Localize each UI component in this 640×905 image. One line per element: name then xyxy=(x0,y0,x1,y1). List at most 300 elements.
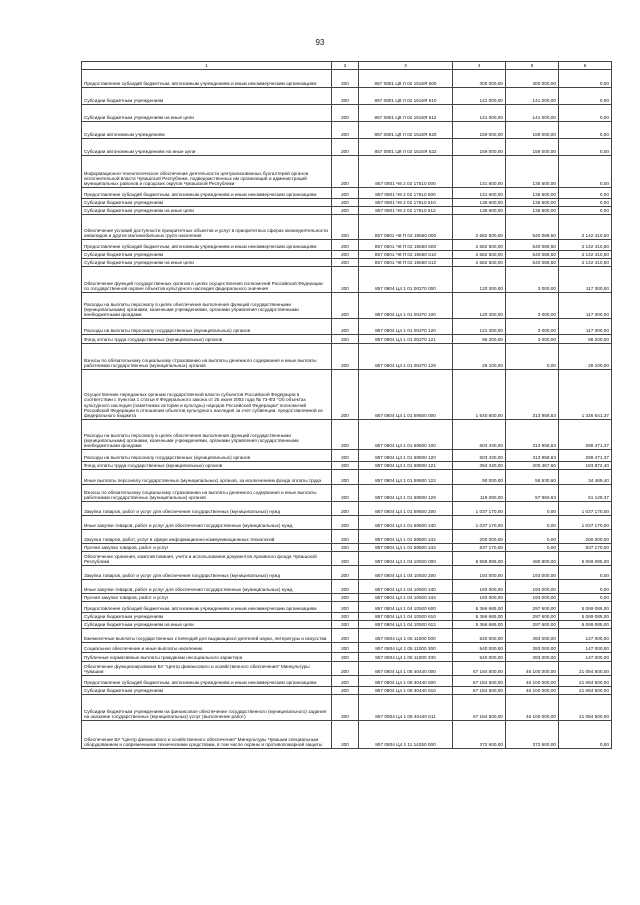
row-remainder-amount-cell: 2 142 410,50 xyxy=(559,215,612,240)
table-row xyxy=(82,156,612,188)
row-remainder-amount-cell: 0,00 xyxy=(559,207,612,215)
row-approved-amount-cell: 193 000,00 xyxy=(453,566,506,580)
row-code-cell: 200 xyxy=(332,502,359,516)
row-approved-amount-cell: 119 090,00 xyxy=(453,485,506,502)
row-remainder-amount-cell: 0,00 xyxy=(559,188,612,199)
row-classification-cell: 857 0801 Ч8 П 02 19560 000 xyxy=(359,215,453,240)
row-name-cell: Субсидии бюджетным учреждениям xyxy=(82,251,332,259)
row-approved-amount-cell: 121 300,00 xyxy=(453,319,506,335)
row-code-cell: 200 xyxy=(332,653,359,662)
row-code-cell: 200 xyxy=(332,462,359,470)
row-classification-cell: 857 0801 Ч8 П 02 19560 612 xyxy=(359,259,453,267)
row-classification-cell: 857 0804 Ц4 1 04 10920 240 xyxy=(359,580,453,594)
row-name-cell: Иные закупки товаров, работ и услуг для обеспечения государственных (муниципальных) нужд xyxy=(82,516,332,530)
row-name-cell: Предоставление субсидий бюджетным, автономным учреждениям и иным некоммерческим организациям xyxy=(82,188,332,199)
table-row xyxy=(82,88,612,105)
row-executed-amount-cell: 393 000,00 xyxy=(506,629,559,643)
row-name-cell: Взносы по обязательному социальному страхованию на выплаты денежного содержания и иные выплаты работникам государственных (муниципальных) органов xyxy=(82,344,332,370)
row-classification-cell: 857 0804 Ц4 1 01 00270 100 xyxy=(359,293,453,319)
row-executed-amount-cell: 0,00 xyxy=(506,544,559,552)
row-approved-amount-cell: 603 430,00 xyxy=(453,450,506,462)
row-remainder-amount-cell: 5 069 085,00 xyxy=(559,613,612,621)
table-row xyxy=(82,530,612,544)
row-approved-amount-cell: 67 184 500,00 xyxy=(453,695,506,721)
table-row xyxy=(82,293,612,319)
row-executed-amount-cell: 297 600,00 xyxy=(506,621,559,629)
row-code-cell: 200 xyxy=(332,580,359,594)
table-row xyxy=(82,335,612,344)
row-approved-amount-cell: 90 000,00 xyxy=(453,470,506,485)
row-name-cell: Субсидии бюджетным учреждениям на иные цели xyxy=(82,207,332,215)
row-approved-amount-cell: 5 366 685,00 xyxy=(453,621,506,629)
table-row xyxy=(82,450,612,462)
row-approved-amount-cell: 1 640 600,00 xyxy=(453,370,506,420)
table-row xyxy=(82,653,612,662)
row-classification-cell: 857 0804 Ц4 1 01 59500 242 xyxy=(359,530,453,544)
table-row xyxy=(82,462,612,470)
row-executed-amount-cell: 393 000,00 xyxy=(506,643,559,653)
row-executed-amount-cell: 372 600,00 xyxy=(506,721,559,749)
table-row xyxy=(82,267,612,293)
row-classification-cell: 857 0804 Ц4 1 04 10920 600 xyxy=(359,602,453,613)
row-executed-amount-cell: 297 600,00 xyxy=(506,602,559,613)
row-code-cell: 200 xyxy=(332,676,359,687)
row-code-cell: 200 xyxy=(332,139,359,156)
row-classification-cell: 857 0804 Ц4 1 08 40440 600 xyxy=(359,676,453,687)
row-executed-amount-cell: 490 800,00 xyxy=(506,552,559,566)
row-approved-amount-cell: 141 000,00 xyxy=(453,88,506,105)
row-code-cell: 200 xyxy=(332,629,359,643)
row-name-cell: Прочая закупка товаров, работ и услуг xyxy=(82,594,332,602)
row-name-cell: Закупка товаров, работ и услуг для обеспечения государственных (муниципальных) нужд xyxy=(82,502,332,516)
row-remainder-amount-cell: 21 084 500,00 xyxy=(559,676,612,687)
row-classification-cell: 857 0804 Ц4 1 01 59500 100 xyxy=(359,420,453,450)
row-remainder-amount-cell: 0,00 xyxy=(559,139,612,156)
table-row xyxy=(82,188,612,199)
row-executed-amount-cell: 540 089,50 xyxy=(506,259,559,267)
row-classification-cell: 857 0804 Ц4 1 08 40440 610 xyxy=(359,687,453,695)
row-remainder-amount-cell: 0,00 xyxy=(559,105,612,122)
row-name-cell: Ежемесячные выплаты государственных стипендий для выдающихся деятелей науки, литературы и искусства xyxy=(82,629,332,643)
row-approved-amount-cell: 159 000,00 xyxy=(453,139,506,156)
row-remainder-amount-cell: 117 300,00 xyxy=(559,293,612,319)
table-row xyxy=(82,516,612,530)
row-remainder-amount-cell: 0,00 xyxy=(559,566,612,580)
row-classification-cell: 857 0801 Ч8 П 02 19560 600 xyxy=(359,240,453,251)
table-row xyxy=(82,420,612,450)
row-executed-amount-cell: 313 958,63 xyxy=(506,450,559,462)
column-header: 1 xyxy=(82,62,332,70)
table-row xyxy=(82,344,612,370)
row-executed-amount-cell: 46 100 000,00 xyxy=(506,695,559,721)
row-remainder-amount-cell: 200 000,00 xyxy=(559,530,612,544)
row-name-cell: Фонд оплаты труда государственных (муниципальных) органов xyxy=(82,335,332,344)
row-executed-amount-cell: 46 100 000,00 xyxy=(506,662,559,676)
row-executed-amount-cell: 300 000,00 xyxy=(506,70,559,88)
row-approved-amount-cell: 67 184 500,00 xyxy=(453,687,506,695)
row-code-cell: 200 xyxy=(332,450,359,462)
row-name-cell: Иные закупки товаров, работ и услуг для обеспечения государственных (муниципальных) нужд xyxy=(82,580,332,594)
row-approved-amount-cell: 141 000,00 xyxy=(453,105,506,122)
row-classification-cell: 857 0804 Ц4 1 01 00270 121 xyxy=(359,335,453,344)
row-approved-amount-cell: 2 682 500,00 xyxy=(453,240,506,251)
row-code-cell: 200 xyxy=(332,70,359,88)
column-header: 3 xyxy=(359,62,453,70)
row-classification-cell: 857 0804 Ц4 1 04 10920 200 xyxy=(359,566,453,580)
row-approved-amount-cell: 96 200,00 xyxy=(453,335,506,344)
row-code-cell: 200 xyxy=(332,687,359,695)
row-approved-amount-cell: 5 366 685,00 xyxy=(453,602,506,613)
row-name-cell: Расходы на выплаты персоналу в целях обеспечения выполнения функций государственными (муниципальными) органами, казенными учреждениями, органами управления государственными внебюджетными фондами xyxy=(82,293,332,319)
row-classification-cell: 857 0804 Ц4 1 01 59500 200 xyxy=(359,502,453,516)
row-classification-cell: 857 0804 Ц4 1 01 59500 129 xyxy=(359,485,453,502)
row-remainder-amount-cell: 0,00 xyxy=(559,122,612,139)
row-executed-amount-cell: 313 958,63 xyxy=(506,370,559,420)
row-code-cell: 200 xyxy=(332,530,359,544)
row-code-cell: 200 xyxy=(332,370,359,420)
row-name-cell: Субсидии бюджетным учреждениям xyxy=(82,88,332,105)
row-classification-cell: 857 0801 Ц9 Л 02 1516Я 612 xyxy=(359,105,453,122)
row-code-cell: 200 xyxy=(332,721,359,749)
row-executed-amount-cell: 141 000,00 xyxy=(506,105,559,122)
row-executed-amount-cell: 540 089,50 xyxy=(506,251,559,259)
row-code-cell: 200 xyxy=(332,662,359,676)
table-row xyxy=(82,613,612,621)
table-row xyxy=(82,695,612,721)
row-code-cell: 200 xyxy=(332,613,359,621)
row-executed-amount-cell: 540 089,50 xyxy=(506,215,559,240)
table-row xyxy=(82,207,612,215)
row-code-cell: 200 xyxy=(332,199,359,207)
row-executed-amount-cell: 3 000,00 xyxy=(506,293,559,319)
row-code-cell: 200 xyxy=(332,594,359,602)
row-classification-cell: 857 0804 Ц4 1 04 10920 612 xyxy=(359,621,453,629)
column-header: 2 xyxy=(332,62,359,70)
row-executed-amount-cell: 55 530,60 xyxy=(506,470,559,485)
row-code-cell: 200 xyxy=(332,207,359,215)
row-code-cell: 200 xyxy=(332,621,359,629)
row-approved-amount-cell: 837 170,00 xyxy=(453,544,506,552)
row-approved-amount-cell: 1 037 170,00 xyxy=(453,516,506,530)
row-name-cell: Обеспечение условий доступности приоритетных объектов и услуг в приоритетных сферах жизнедеятельности инвалидов и других маломобильных групп населения xyxy=(82,215,332,240)
row-executed-amount-cell: 313 958,63 xyxy=(506,420,559,450)
row-classification-cell: 857 0801 Ч8 2 02 17510 610 xyxy=(359,199,453,207)
table-row xyxy=(82,319,612,335)
row-code-cell: 200 xyxy=(332,516,359,530)
row-name-cell: Обеспечение функций государственных органов в целях осуществления полномочий Российской Федерации по государственной охране объектов культурного наследия федерального значения xyxy=(82,267,332,293)
table-row xyxy=(82,122,612,139)
row-remainder-amount-cell: 21 084 500,00 xyxy=(559,662,612,676)
row-name-cell: Иные выплаты персоналу государственных (муниципальных) органов, за исключением фонда оплаты труда xyxy=(82,470,332,485)
table-row xyxy=(82,621,612,629)
row-executed-amount-cell: 0,00 xyxy=(506,344,559,370)
row-classification-cell: 857 0804 Ц4 1 01 59500 000 xyxy=(359,370,453,420)
row-classification-cell: 857 0804 Ц4 1 08 40440 000 xyxy=(359,662,453,676)
table-body xyxy=(82,70,612,749)
row-classification-cell: 857 0804 Ц4 1 01 00270 129 xyxy=(359,344,453,370)
row-executed-amount-cell: 3 000,00 xyxy=(506,267,559,293)
row-approved-amount-cell: 131 600,00 xyxy=(453,156,506,188)
row-code-cell: 200 xyxy=(332,544,359,552)
row-executed-amount-cell: 193 000,00 xyxy=(506,594,559,602)
row-approved-amount-cell: 120 300,00 xyxy=(453,267,506,293)
row-executed-amount-cell: 141 000,00 xyxy=(506,88,559,105)
row-classification-cell: 857 0804 Ц4 1 05 11000 000 xyxy=(359,629,453,643)
row-classification-cell: 857 0804 Ц4 1 01 59500 120 xyxy=(359,450,453,462)
table-row xyxy=(82,629,612,643)
row-name-cell: Закупка товаров, работ и услуг для обеспечения государственных (муниципальных) нужд xyxy=(82,566,332,580)
row-name-cell: Информационно-технологическое обеспечение деятельности централизованных бухгалтерий органов исполнительной власти Чувашской Республики, подведомственных им организаций и администраций муниципальных районов и городских округов Чувашской Республики xyxy=(82,156,332,188)
row-approved-amount-cell: 2 682 500,00 xyxy=(453,251,506,259)
row-executed-amount-cell: 393 000,00 xyxy=(506,653,559,662)
row-name-cell: Обеспечение функционирования БУ "Центр финансового и хозяйственного обеспечения" Минкультуры Чувашии xyxy=(82,662,332,676)
row-name-cell: Субсидии бюджетным учреждениям на иные цели xyxy=(82,105,332,122)
row-approved-amount-cell: 135 600,00 xyxy=(453,199,506,207)
row-name-cell: Предоставление субсидий бюджетным, автономным учреждениям и иным некоммерческим организациям xyxy=(82,676,332,687)
table-row xyxy=(82,139,612,156)
row-classification-cell: 857 0804 Ц4 1 01 59500 240 xyxy=(359,516,453,530)
row-remainder-amount-cell: 0,00 xyxy=(559,594,612,602)
row-code-cell: 200 xyxy=(332,105,359,122)
row-code-cell: 200 xyxy=(332,215,359,240)
row-classification-cell: 857 0801 Ц9 Л 02 1516Я 600 xyxy=(359,70,453,88)
row-classification-cell: 857 0804 Ц4 1 08 40440 611 xyxy=(359,695,453,721)
row-code-cell: 200 xyxy=(332,695,359,721)
row-code-cell: 200 xyxy=(332,319,359,335)
row-approved-amount-cell: 5 366 685,00 xyxy=(453,613,506,621)
row-executed-amount-cell: 3 000,00 xyxy=(506,335,559,344)
row-code-cell: 200 xyxy=(332,259,359,267)
row-executed-amount-cell: 193 000,00 xyxy=(506,566,559,580)
row-approved-amount-cell: 394 340,00 xyxy=(453,462,506,470)
row-classification-cell: 857 0804 Ц4 1 01 59500 244 xyxy=(359,544,453,552)
row-remainder-amount-cell: 5 069 085,00 xyxy=(559,621,612,629)
table-row xyxy=(82,544,612,552)
row-name-cell: Осуществление переданных органам государственной власти субъектов Российской Федерации в соответствии с пунктом 1 статьи 9 Федерального закона от 25 июня 2002 года № 73-ФЗ "Об объектах культурного наследия (памятниках истории и культуры) народов Российской Федерации" полномочий Российской Федерации в отношении объектов культурного наследия за счет субвенции, предоставляемой из федерального бюджета xyxy=(82,370,332,420)
row-name-cell: Расходы на выплаты персоналу государственных (муниципальных) органов xyxy=(82,450,332,462)
row-approved-amount-cell: 120 300,00 xyxy=(453,293,506,319)
row-remainder-amount-cell: 21 084 500,00 xyxy=(559,687,612,695)
row-classification-cell: 857 0801 Ч8 2 02 17510 000 xyxy=(359,156,453,188)
row-executed-amount-cell: 46 100 000,00 xyxy=(506,676,559,687)
table-row xyxy=(82,470,612,485)
row-executed-amount-cell: 135 600,00 xyxy=(506,156,559,188)
table-row xyxy=(82,251,612,259)
table-row xyxy=(82,259,612,267)
row-remainder-amount-cell: 837 170,00 xyxy=(559,544,612,552)
row-name-cell: Обеспечение БУ "Центр финансового и хозяйственного обеспечения" Минкультуры Чувашии специальным оборудованием и современными техническими средствами, в том числе охраны и противопожарной защиты xyxy=(82,721,332,749)
row-remainder-amount-cell: 117 300,00 xyxy=(559,319,612,335)
table-row xyxy=(82,370,612,420)
row-code-cell: 200 xyxy=(332,344,359,370)
row-name-cell: Субсидии бюджетным учреждениям xyxy=(82,199,332,207)
row-remainder-amount-cell: 289 471,37 xyxy=(559,450,612,462)
row-approved-amount-cell: 135 600,00 xyxy=(453,207,506,215)
row-approved-amount-cell: 2 682 500,00 xyxy=(453,215,506,240)
row-code-cell: 200 xyxy=(332,552,359,566)
row-executed-amount-cell: 200 467,60 xyxy=(506,462,559,470)
row-classification-cell: 857 0804 Ц4 1 04 10920 244 xyxy=(359,594,453,602)
row-name-cell: Предоставление субсидий бюджетным, автономным учреждениям и иным некоммерческим организациям xyxy=(82,240,332,251)
table-row xyxy=(82,215,612,240)
row-executed-amount-cell: 135 600,00 xyxy=(506,207,559,215)
row-executed-amount-cell: 0,00 xyxy=(506,502,559,516)
row-name-cell: Фонд оплаты труда государственных (муниципальных) органов xyxy=(82,462,332,470)
row-remainder-amount-cell: 193 872,40 xyxy=(559,462,612,470)
row-code-cell: 200 xyxy=(332,122,359,139)
row-remainder-amount-cell: 0,00 xyxy=(559,156,612,188)
row-remainder-amount-cell: 0,00 xyxy=(559,88,612,105)
row-code-cell: 200 xyxy=(332,420,359,450)
row-approved-amount-cell: 193 000,00 xyxy=(453,580,506,594)
row-approved-amount-cell: 2 682 500,00 xyxy=(453,259,506,267)
row-remainder-amount-cell: 88 200,00 xyxy=(559,335,612,344)
row-executed-amount-cell: 0,00 xyxy=(506,530,559,544)
row-name-cell: Взносы по обязательному социальному страхованию на выплаты денежного содержания и иные выплаты работникам государственных (муниципальных) органов xyxy=(82,485,332,502)
row-classification-cell: 857 0801 Ц9 Л 02 1516Я 622 xyxy=(359,139,453,156)
row-approved-amount-cell: 200 000,00 xyxy=(453,530,506,544)
row-remainder-amount-cell: 1 037 170,00 xyxy=(559,516,612,530)
row-approved-amount-cell: 540 000,00 xyxy=(453,629,506,643)
row-approved-amount-cell: 5 559 895,00 xyxy=(453,552,506,566)
row-approved-amount-cell: 131 600,00 xyxy=(453,188,506,199)
row-code-cell: 200 xyxy=(332,485,359,502)
row-executed-amount-cell: 3 000,00 xyxy=(506,319,559,335)
row-remainder-amount-cell: 2 142 410,50 xyxy=(559,240,612,251)
row-code-cell: 200 xyxy=(332,188,359,199)
row-approved-amount-cell: 540 000,00 xyxy=(453,653,506,662)
row-executed-amount-cell: 0,00 xyxy=(506,516,559,530)
row-executed-amount-cell: 159 000,00 xyxy=(506,122,559,139)
table-row xyxy=(82,199,612,207)
row-name-cell: Субсидии бюджетным учреждениям xyxy=(82,687,332,695)
table-row xyxy=(82,70,612,88)
row-remainder-amount-cell: 5 069 095,00 xyxy=(559,552,612,566)
row-approved-amount-cell: 193 000,00 xyxy=(453,594,506,602)
row-classification-cell: 857 0804 Ц4 1 11 14250 000 xyxy=(359,721,453,749)
row-executed-amount-cell: 46 100 000,00 xyxy=(506,687,559,695)
row-classification-cell: 857 0801 Ч8 2 02 17510 612 xyxy=(359,207,453,215)
column-header: 5 xyxy=(506,62,559,70)
row-name-cell: Предоставление субсидий бюджетным, автономным учреждениям и иным некоммерческим организациям xyxy=(82,602,332,613)
row-classification-cell: 857 0801 Ц9 Л 02 1516Я 610 xyxy=(359,88,453,105)
row-code-cell: 200 xyxy=(332,251,359,259)
row-name-cell: Предоставление субсидий бюджетным, автономным учреждениям и иным некоммерческим организациям xyxy=(82,70,332,88)
row-remainder-amount-cell: 147 000,00 xyxy=(559,653,612,662)
row-code-cell: 200 xyxy=(332,643,359,653)
table-row xyxy=(82,580,612,594)
row-code-cell: 200 xyxy=(332,293,359,319)
table-row xyxy=(82,602,612,613)
row-remainder-amount-cell: 0,00 xyxy=(559,199,612,207)
row-name-cell: Прочая закупка товаров, работ и услуг xyxy=(82,544,332,552)
table-row xyxy=(82,721,612,749)
table-row xyxy=(82,240,612,251)
row-executed-amount-cell: 135 600,00 xyxy=(506,188,559,199)
row-approved-amount-cell: 1 037 170,00 xyxy=(453,502,506,516)
row-remainder-amount-cell: 147 000,00 xyxy=(559,643,612,653)
row-name-cell: Субсидии автономным учреждениям на иные цели xyxy=(82,139,332,156)
row-name-cell: Расходы на выплаты персоналу в целях обеспечения выполнения функций государственными (муниципальными) органами, казенными учреждениями, органами управления государственными внебюджетными фондами xyxy=(82,420,332,450)
row-approved-amount-cell: 67 184 500,00 xyxy=(453,676,506,687)
row-executed-amount-cell: 57 960,63 xyxy=(506,485,559,502)
row-approved-amount-cell: 540 000,00 xyxy=(453,643,506,653)
row-code-cell: 200 xyxy=(332,240,359,251)
row-remainder-amount-cell: 117 300,00 xyxy=(559,267,612,293)
table-row xyxy=(82,594,612,602)
row-executed-amount-cell: 540 089,50 xyxy=(506,240,559,251)
row-approved-amount-cell: 372 600,00 xyxy=(453,721,506,749)
row-code-cell: 200 xyxy=(332,602,359,613)
row-name-cell: Субсидии бюджетным учреждениям на иные цели xyxy=(82,259,332,267)
budget-execution-table xyxy=(81,61,612,749)
row-classification-cell: 857 0804 Ц4 1 01 59500 122 xyxy=(359,470,453,485)
row-code-cell: 200 xyxy=(332,156,359,188)
row-name-cell: Расходы на выплаты персоналу государственных (муниципальных) органов xyxy=(82,319,332,335)
row-classification-cell: 857 0804 Ц4 1 01 00270 000 xyxy=(359,267,453,293)
column-header: 4 xyxy=(453,62,506,70)
row-remainder-amount-cell: 29 100,00 xyxy=(559,344,612,370)
table-row xyxy=(82,566,612,580)
row-name-cell: Публичные нормативные выплаты гражданам несоциального характера xyxy=(82,653,332,662)
row-remainder-amount-cell: 0,00 xyxy=(559,580,612,594)
row-name-cell: Социальное обеспечение и иные выплаты населению xyxy=(82,643,332,653)
row-name-cell: Субсидии автономным учреждениям xyxy=(82,122,332,139)
row-executed-amount-cell: 135 600,00 xyxy=(506,199,559,207)
row-code-cell: 200 xyxy=(332,267,359,293)
row-classification-cell: 857 0804 Ц4 1 01 59500 121 xyxy=(359,462,453,470)
table-row xyxy=(82,552,612,566)
row-classification-cell: 857 0801 Ц9 Л 02 1516Я 620 xyxy=(359,122,453,139)
row-remainder-amount-cell: 289 471,37 xyxy=(559,420,612,450)
table-row xyxy=(82,502,612,516)
table-row xyxy=(82,687,612,695)
table-row xyxy=(82,662,612,676)
row-code-cell: 200 xyxy=(332,88,359,105)
row-remainder-amount-cell: 61 129,37 xyxy=(559,485,612,502)
column-header: 6 xyxy=(559,62,612,70)
row-approved-amount-cell: 159 000,00 xyxy=(453,122,506,139)
row-remainder-amount-cell: 21 084 500,00 xyxy=(559,695,612,721)
row-remainder-amount-cell: 2 142 410,50 xyxy=(559,251,612,259)
table-row xyxy=(82,643,612,653)
row-code-cell: 200 xyxy=(332,470,359,485)
row-classification-cell: 857 0804 Ц4 1 04 10920 000 xyxy=(359,552,453,566)
row-name-cell: Субсидии бюджетным учреждениям на финансовое обеспечение государственного (муниципального) задания на оказание государственных (муниципальных) услуг (выполнение работ) xyxy=(82,695,332,721)
table-row xyxy=(82,676,612,687)
row-approved-amount-cell: 29 100,00 xyxy=(453,344,506,370)
row-remainder-amount-cell: 5 069 085,00 xyxy=(559,602,612,613)
row-classification-cell: 857 0804 Ц4 1 01 00270 120 xyxy=(359,319,453,335)
row-approved-amount-cell: 300 000,00 xyxy=(453,70,506,88)
row-executed-amount-cell: 159 000,00 xyxy=(506,139,559,156)
row-remainder-amount-cell: 0,00 xyxy=(559,70,612,88)
row-approved-amount-cell: 67 184 500,00 xyxy=(453,662,506,676)
row-name-cell: Обеспечение хранения, комплектования, учета и использования документов Архивного фонда Чувашской Республики xyxy=(82,552,332,566)
column-number-row xyxy=(82,62,612,70)
row-classification-cell: 857 0801 Ч8 П 02 19560 610 xyxy=(359,251,453,259)
row-remainder-amount-cell: 147 000,00 xyxy=(559,629,612,643)
row-name-cell: Субсидии бюджетным учреждениям на иные цели xyxy=(82,621,332,629)
row-name-cell: Субсидии бюджетным учреждениям xyxy=(82,613,332,621)
row-remainder-amount-cell: 34 469,40 xyxy=(559,470,612,485)
table-row xyxy=(82,485,612,502)
row-classification-cell: 857 0804 Ц4 1 05 11000 330 xyxy=(359,653,453,662)
row-approved-amount-cell: 603 430,00 xyxy=(453,420,506,450)
row-name-cell: Закупка товаров, работ, услуг в сфере информационно-коммуникационных технологий xyxy=(82,530,332,544)
row-remainder-amount-cell: 2 142 410,50 xyxy=(559,259,612,267)
row-code-cell: 200 xyxy=(332,566,359,580)
